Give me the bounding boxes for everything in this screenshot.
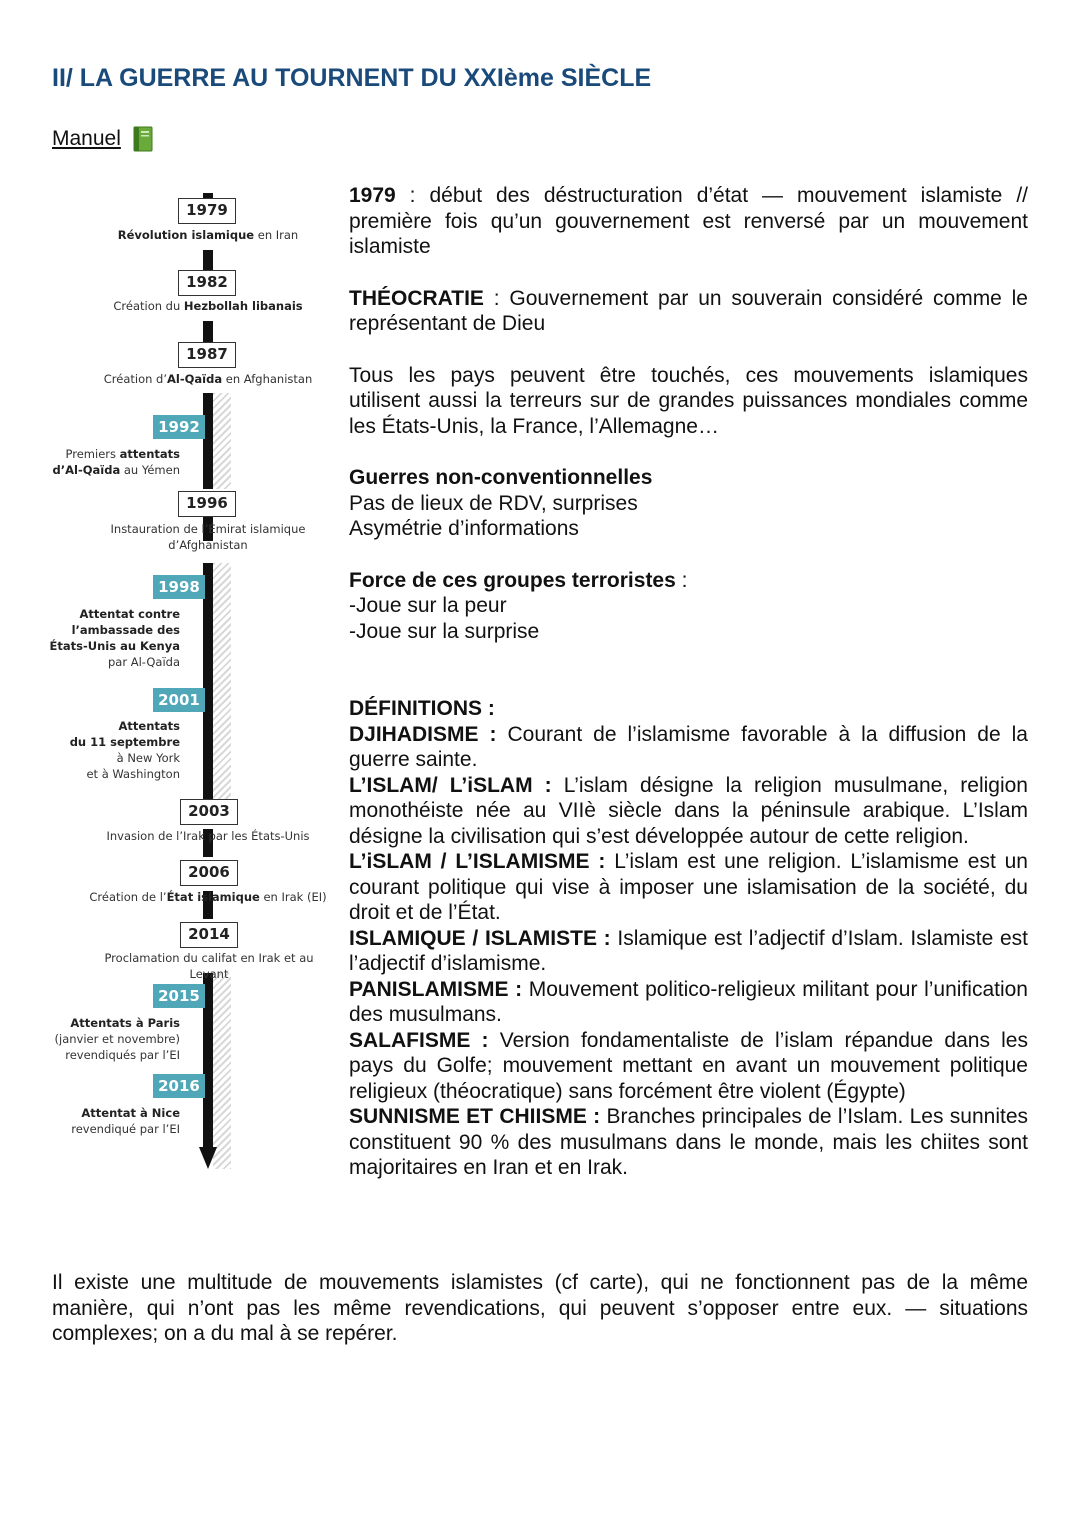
year-badge: 2003 xyxy=(180,799,238,825)
paragraph-theocratie: THÉOCRATIE : Gouvernement par un souverain considéré comme le représentant de Dieu xyxy=(349,286,1028,335)
year-badge: 2006 xyxy=(180,860,238,886)
guerres-heading: Guerres non-conventionnelles xyxy=(349,466,653,489)
year-badge: 1996 xyxy=(178,491,236,517)
timeline-event: Premiers attentats d’Al-Qaïda au Yémen xyxy=(52,447,180,477)
timeline-figure xyxy=(0,185,340,1185)
year-badge: 2001 xyxy=(153,688,205,712)
year-badge: 2014 xyxy=(180,922,238,948)
timeline-event: Attentat contre l’ambassade des États-Unis au Kenya par Al-Qaïda xyxy=(49,607,180,669)
timeline-event: Création du Hezbollah libanais xyxy=(113,299,303,313)
force-heading: Force de ces groupes terroristes : xyxy=(349,568,688,592)
definition-item: L’iSLAM / L’ISLAMISME : L’islam est une religion. L’islamisme est un courant politique qui vise à imposer une islamisation de la société, du droit et de l’État. xyxy=(349,850,1028,924)
year-badge: 2016 xyxy=(153,1074,205,1098)
definition-item: DJIHADISME : Courant de l’islamisme favorable à la diffusion de la guerre sainte. xyxy=(349,722,1028,771)
green-book-icon xyxy=(132,126,154,152)
force-line: -Joue sur la surprise xyxy=(349,619,540,643)
timeline-event: Attentats du 11 septembre à New York et à Washington xyxy=(69,719,180,781)
page-title: II/ LA GUERRE AU TOURNENT DU XXIème SIÈCLE xyxy=(52,64,652,92)
notes-column xyxy=(349,183,1028,1181)
year-badge: 1979 xyxy=(178,198,236,224)
timeline-event: Invasion de l’Irak par les États-Unis xyxy=(106,829,310,843)
year-badge: 2015 xyxy=(153,984,205,1008)
definition-item: SUNNISME ET CHIISME : Branches principales de l’Islam. Les sunnites constituent 90 % des musulmans dans le monde, mais les chiites sont majoritaires en Iran et en Irak. xyxy=(349,1105,1029,1179)
year-badge: 1992 xyxy=(153,415,205,439)
guerres-line: Pas de lieux de RDV, surprises xyxy=(349,491,638,515)
definition-item: SALAFISME : Version fondamentaliste de l’islam répandue dans les pays du Golfe; mouvement mettant en avant un mouvement politique religieux (théocratique) sans forcément être violent (Égypte) xyxy=(349,1028,1028,1103)
year-badge: 1987 xyxy=(178,342,236,368)
force-line: -Joue sur la peur xyxy=(349,594,507,617)
definition-item: L’ISLAM/ L’iSLAM : L’islam désigne la religion musulmane, religion monothéiste née au VIIè siècle dans la péninsule arabique. L’Islam désigne la civilisation qui s’est développée autour de cette religion. xyxy=(349,773,1028,848)
down-arrow-icon xyxy=(199,1147,217,1169)
timeline-event: Proclamation du califat en Irak et au Levant xyxy=(104,951,314,981)
paragraph-pays: Tous les pays peuvent être touchés, ces mouvements islamiques utilisent aussi la terreurs sur de grandes puissances mondiales comme les États-Unis, la France, l’Allemagne… xyxy=(349,363,1028,438)
timeline-event: Attentat à Nice revendiqué par l’EI xyxy=(71,1106,180,1136)
timeline-event: Révolution islamique en Iran xyxy=(117,228,299,242)
manuel-link: Manuel xyxy=(52,127,121,150)
year-badge: 1998 xyxy=(153,575,205,599)
definition-item: PANISLAMISME : Mouvement politico-religieux militant pour l’unification des musulmans. xyxy=(349,977,1028,1026)
timeline-event: Création de l’État islamique en Irak (EI) xyxy=(89,890,327,904)
timeline-event: Attentats à Paris (janvier et novembre) revendiqués par l’EI xyxy=(54,1016,180,1062)
guerres-line: Asymétrie d’informations xyxy=(349,517,579,540)
definition-item: ISLAMIQUE / ISLAMISTE : Islamique est l’adjectif d’Islam. Islamiste est l’adjectif d’islamisme. xyxy=(349,926,1028,975)
paragraph-1979: 1979 : début des déstructuration d’état — mouvement islamiste // première fois qu’un gouvernement est renversé par un mouvement islamiste xyxy=(349,184,1028,258)
timeline-event: Instauration de l’Émirat islamique d’Afghanistan xyxy=(110,522,306,552)
definitions-heading: DÉFINITIONS : xyxy=(349,697,495,720)
year-badge: 1982 xyxy=(178,270,236,296)
timeline-event: Création d’Al-Qaïda en Afghanistan xyxy=(103,372,313,386)
conclusion-paragraph: Il existe une multitude de mouvements islamistes (cf carte), qui ne fonctionnent pas de la même manière, qui n’ont pas les même revendications, qui peuvent s’opposer entre eux. — situations complexes; on a du mal à se repérer. xyxy=(52,1271,1028,1345)
